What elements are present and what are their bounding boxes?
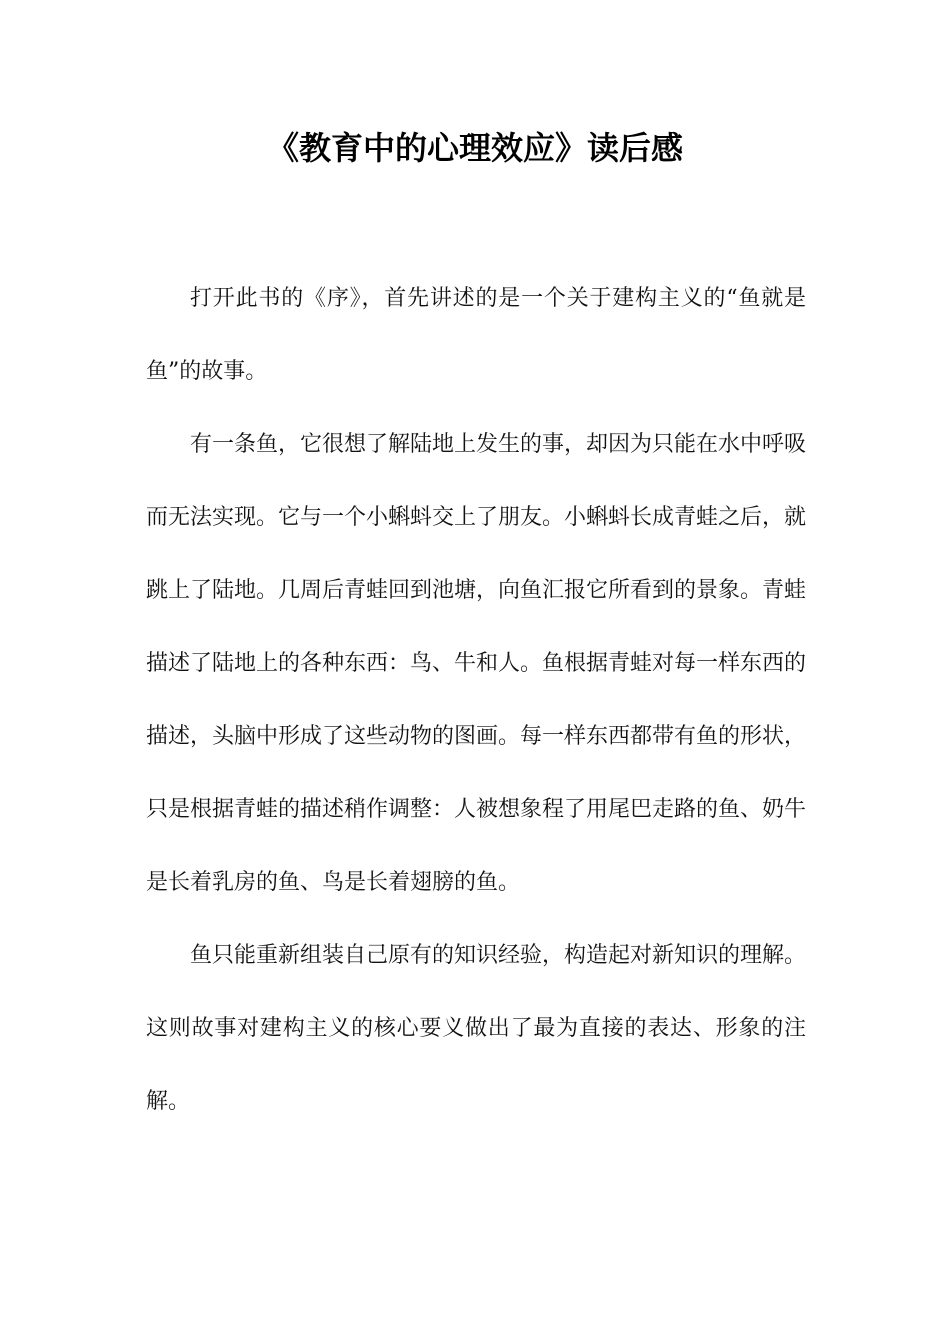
document-title: 《教育中的心理效应》读后感 xyxy=(266,129,683,167)
paragraph-2: 有一条鱼，它很想了解陆地上发生的事，却因为只能在水中呼吸而无法实现。它与一个小蝌蚪交上了朋友。小蝌蚪长成青蛙之后，就跳上了陆地。几周后青蛙回到池塘，向鱼汇报它所看到的景象。青蛙描述了陆地上的各种东西：鸟、牛和人。鱼根据青蛙对每一样东西的描述，头脑中形成了这些动物的图画。每一样东西都带有鱼的形状，只是根据青蛙的描述稍作调整：人被想象程了用尾巴走路的鱼、奶牛是长着乳房的鱼、鸟是长着翅膀的鱼。 xyxy=(146,432,807,895)
paragraph-3: 鱼只能重新组装自己原有的知识经验，构造起对新知识的理解。这则故事对建构主义的核心要义做出了最为直接的表达、形象的注解。 xyxy=(146,943,807,1114)
paragraph-1: 打开此书的《序》，首先讲述的是一个关于建构主义的“鱼就是鱼”的故事。 xyxy=(146,286,806,384)
document-body xyxy=(146,262,806,1138)
